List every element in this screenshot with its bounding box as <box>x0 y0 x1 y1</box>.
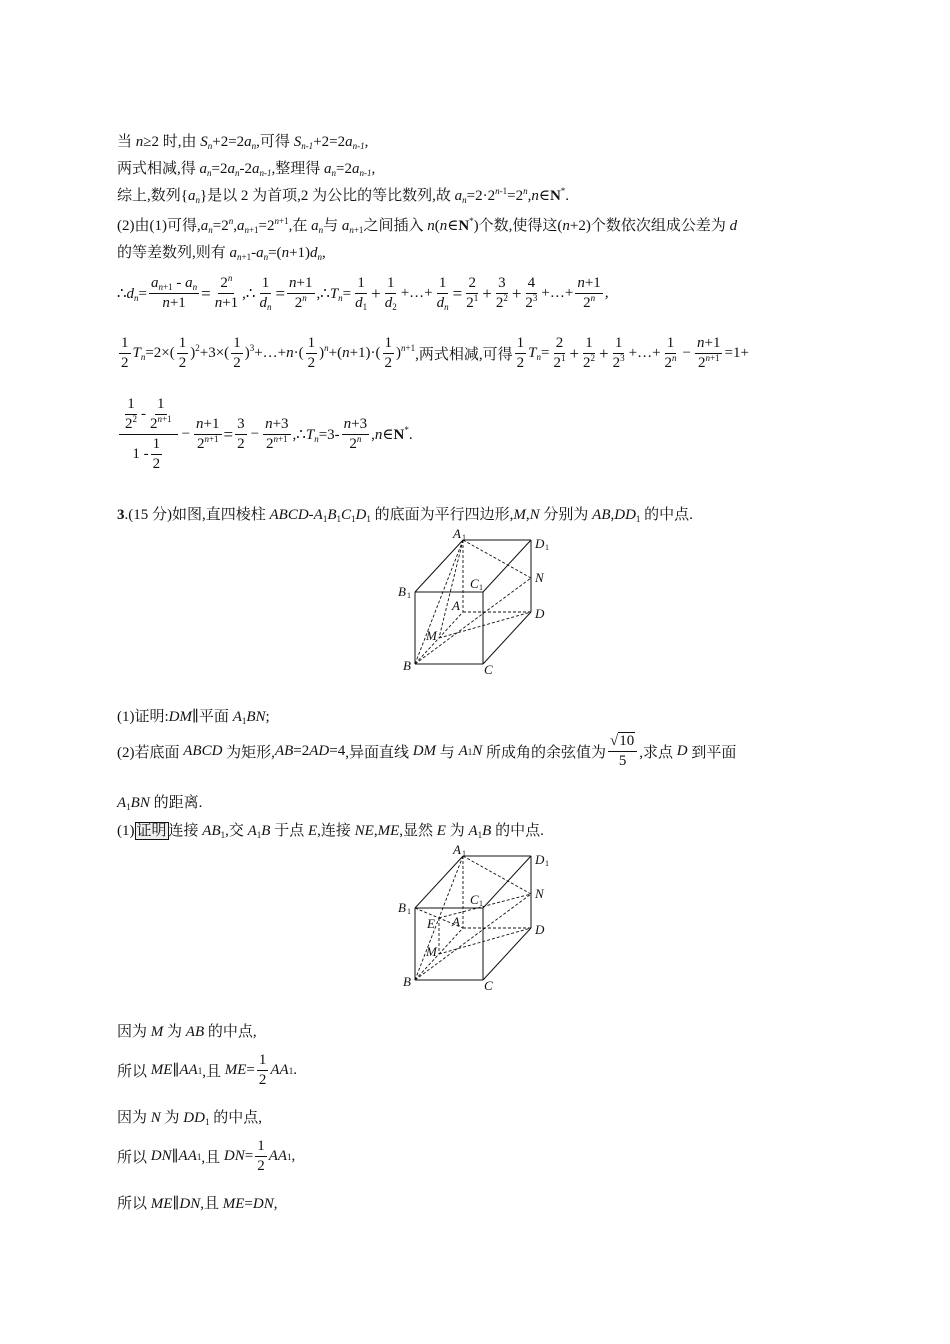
svg-text:N: N <box>535 886 544 901</box>
svg-text:D: D <box>535 852 545 867</box>
svg-text:C: C <box>484 662 493 677</box>
svg-text:C: C <box>470 892 479 907</box>
svg-text:1: 1 <box>545 543 549 552</box>
svg-text:C: C <box>470 576 479 591</box>
text-line-3: 综上,数列$\{a_n\}$是以 2 为首项,2 为公比的等比数列,故 $a_n=2\cdot 2^{n-1}=2^n,n\in N^*$. <box>117 186 570 205</box>
solution-line-6: 所以 ME∥DN,且 ME=DN, <box>117 1196 278 1212</box>
svg-text:B: B <box>398 584 406 599</box>
formula-line-7: 1 2 $T_n=2\times$( 1 2 )$^2$+3×( 1 2 )$^3$+…+n·( 1 2 )$^n$+(n+1)·( 1 2 )$^{n+1}$ ,两式相减,可得 1 2 $T_n=$ $\frac{2}{2^1}$ + $\frac{1}{2^2}$ + $\frac{1}{2^3}$ +…+ $\frac{1}{2^n}$ − $\frac{n+1}{2^{n+1}}$ =1+ <box>121 335 749 371</box>
formula-line-6: $\therefore d_n=$ $\frac{a_{n+1} - a_n}{n+1}$ = $\frac{2^n}{n+1}$ ,∴ $\frac{1}{d_n}$ = $\frac{n+1}{2^n}$ $,\therefore T_n=$ $\frac{1}{d_1}$ + $\frac{1}{d_2}$ +…+ $\frac{1}{d_n}$ = $\frac{2}{2^1}$ + $\frac{3}{2^2}$ + $\frac{4}{2^3}$ +…+ $\frac{n+1}{2^n}$ , <box>117 273 609 312</box>
svg-text:1: 1 <box>462 533 466 542</box>
question-1: (1)证明:DM∥平面 $A_1BN$; <box>117 709 270 726</box>
text-line-1: 当 n≥2 时,由 $S_n+2=2a_n$,可得 $S_{n-1}+2=2a_{n-1}$, <box>117 134 369 151</box>
problem-3-title: 3.(15 分)如图,直四棱柱 ABCD-$A_1B_1C_1D_1$ 的底面为平行四边形,M,N 分别为 $AB,DD_1$ 的中点. <box>117 507 693 524</box>
prism-figure-2 <box>395 842 565 994</box>
svg-text:E: E <box>427 916 435 931</box>
solution-line-5: 所以 DN ∥ AA 1 ,且 DN = 1 2 AA 1 , <box>117 1138 296 1174</box>
svg-text:D: D <box>535 606 545 621</box>
svg-text:B: B <box>403 658 411 673</box>
svg-text:1: 1 <box>545 859 549 868</box>
svg-text:D: D <box>535 536 545 551</box>
svg-text:A: A <box>452 598 460 613</box>
svg-text:B: B <box>403 974 411 989</box>
svg-text:A: A <box>453 528 461 541</box>
question-2: (2)若底面 ABCD 为矩形, AB =2 AD =4 ,异面直线 DM 与 A 1 N 所成角的余弦值为 √10 5 ,求点 D 到平面 <box>117 733 737 769</box>
svg-text:C: C <box>484 978 493 993</box>
svg-text:N: N <box>535 570 544 585</box>
solution-1: (1) 证明 连接 $AB_1$,交 $A_1B$ 于点 E,连接 NE,ME,显然 E 为 $A_1B$ 的中点. <box>117 823 544 840</box>
solution-line-2: 因为 M 为 AB 的中点, <box>117 1024 257 1040</box>
formula-line-8: 1 $2^2$ - 1 $2^{n+1}$ 1 - 1 2 − $\frac{n+1}{2^{n+1}}$ = $\frac{3}{2}$ − $\frac{n+3}{2^{n+1}}$ $,\therefore T_n=3-$ n+3 2$^n$ ,n∈N*. <box>117 395 413 474</box>
text-line-4: (2)由(1)可得$,a_n=2^n,a_{n+1}=2^{n+1}$,在 $a_n$与 $a_{n+1}$之间插入 n(n∈N*)个数,使得这(n+2)个数依次组成公差为 d <box>117 216 738 235</box>
svg-text:1: 1 <box>462 849 466 858</box>
svg-text:B: B <box>398 900 406 915</box>
svg-text:A: A <box>452 914 460 929</box>
svg-text:D: D <box>535 922 545 937</box>
solution-line-4: 因为 N 为 $DD_1$ 的中点, <box>117 1110 262 1127</box>
svg-text:1: 1 <box>479 583 483 592</box>
svg-text:1: 1 <box>479 899 483 908</box>
svg-text:1: 1 <box>407 907 411 916</box>
question-2-cont: $A_1BN$ 的距离. <box>117 795 203 812</box>
proof-tag: 证明 <box>136 823 167 839</box>
svg-text:M: M <box>426 944 437 959</box>
text-line-2: 两式相减,得 $a_n=2a_n-2a_{n-1}$,整理得 $a_n=2a_{n-1}$, <box>117 161 376 178</box>
svg-text:M: M <box>426 628 437 643</box>
solution-line-3: 所以 ME ∥ AA 1 ,且 ME = 1 2 AA 1 . <box>117 1052 297 1088</box>
text-line-5: 的等差数列,则有 $a_{n+1}-a_n=(n+1)d_n$, <box>117 245 326 262</box>
svg-text:A: A <box>453 842 461 857</box>
svg-text:1: 1 <box>407 591 411 600</box>
prism-figure-1 <box>395 528 565 678</box>
